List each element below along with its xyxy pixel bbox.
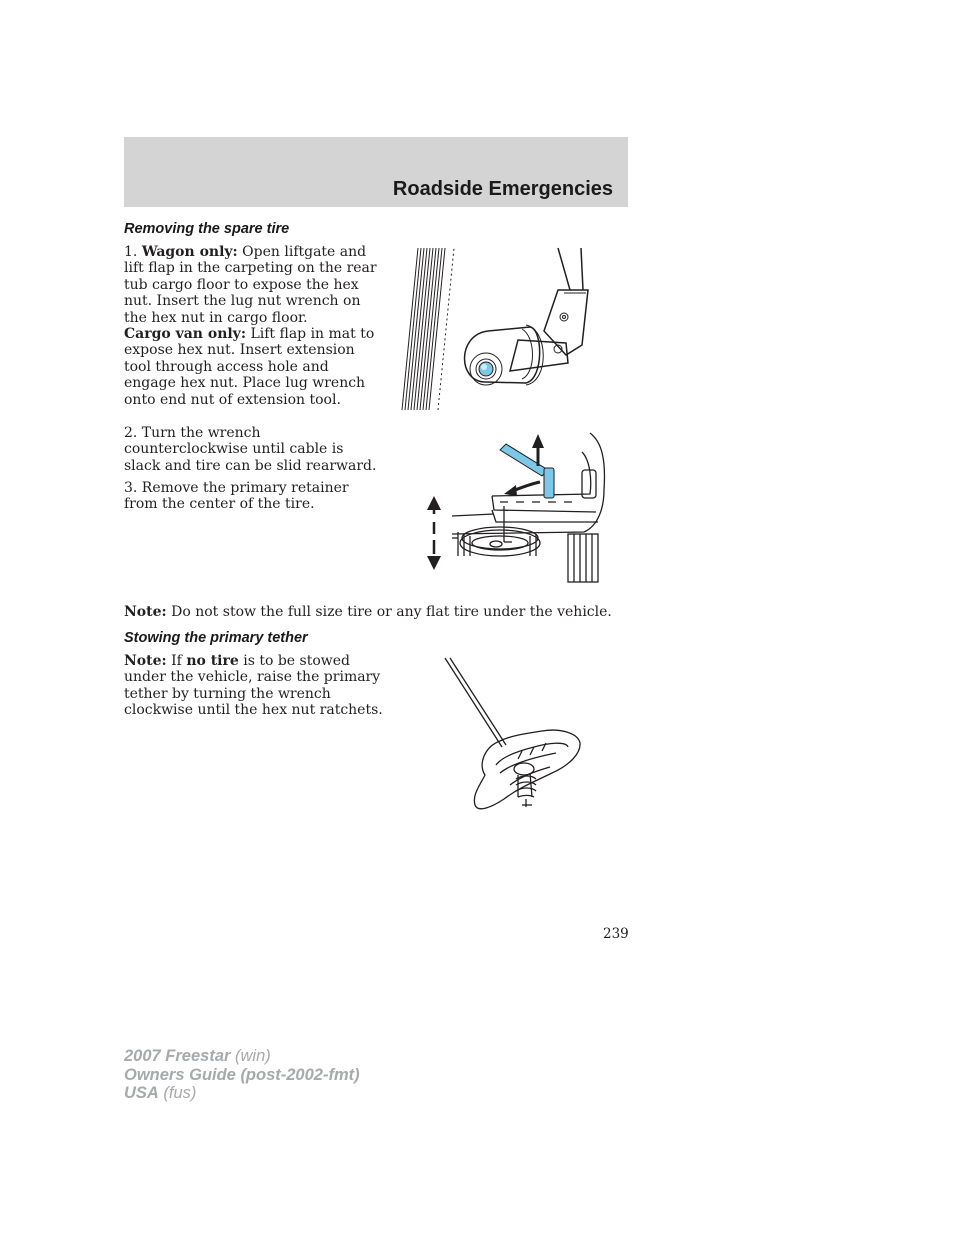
- cargo-van-only-text: Lift flap in mat to expose hex nut. Insert extension tool through access hole and engage hex nut. Place lug wrench onto end nut of extension tool.: [124, 326, 375, 408]
- step-1-paragraph: [124, 244, 384, 408]
- footer-line-3: [124, 1084, 360, 1103]
- wagon-only-text: Open liftgate and lift flap in the carpeting on the rear tub cargo floor to expose the hex nut. Insert the lug nut wrench on the hex nut in cargo floor.: [124, 244, 377, 326]
- footer-region: USA: [124, 1084, 159, 1102]
- stowing-note-paragraph: [124, 653, 384, 719]
- footer-line-2: Owners Guide (post-2002-fmt): [124, 1065, 360, 1084]
- wrench-hex-nut-illustration: [398, 245, 608, 413]
- no-tire-emphasis: no tire: [186, 653, 239, 669]
- footer-region-code: (fus): [158, 1084, 197, 1102]
- note-label: Note:: [124, 604, 167, 620]
- footer-model: 2007 Freestar: [124, 1047, 231, 1065]
- footer-model-code: (win): [230, 1047, 271, 1065]
- header-band: [124, 137, 628, 207]
- step-2-paragraph: 2. Turn the wrench counterclockwise until cable is slack and tire can be slid rearward.: [124, 425, 377, 474]
- footer-doc-info: [124, 1047, 360, 1103]
- section-heading-stowing-tether: Stowing the primary tether: [124, 630, 308, 646]
- primary-tether-illustration: [440, 655, 585, 815]
- step-3-paragraph: 3. Remove the primary retainer from the center of the tire.: [124, 480, 349, 513]
- section-heading-removing-spare: Removing the spare tire: [124, 221, 290, 237]
- note-text: Do not stow the full size tire or any flat tire under the vehicle.: [166, 604, 612, 620]
- cargo-van-only-label: Cargo van only:: [124, 326, 246, 343]
- step-1-number: 1.: [124, 244, 138, 260]
- stowing-note-pre: If: [166, 653, 187, 669]
- page-title: Roadside Emergencies: [392, 178, 613, 200]
- stowing-note-post: is to be stowed under the vehicle, raise the primary tether by turning the wrench clockwise until the hex nut ratchets.: [124, 653, 383, 719]
- wagon-only-label: Wagon only:: [141, 244, 238, 260]
- footer-line-1: [124, 1047, 360, 1066]
- note-no-full-size-tire: [124, 604, 624, 620]
- page-number: 239: [603, 926, 629, 942]
- spare-tire-lowering-illustration: [422, 430, 608, 585]
- stowing-note-label: Note:: [124, 653, 167, 669]
